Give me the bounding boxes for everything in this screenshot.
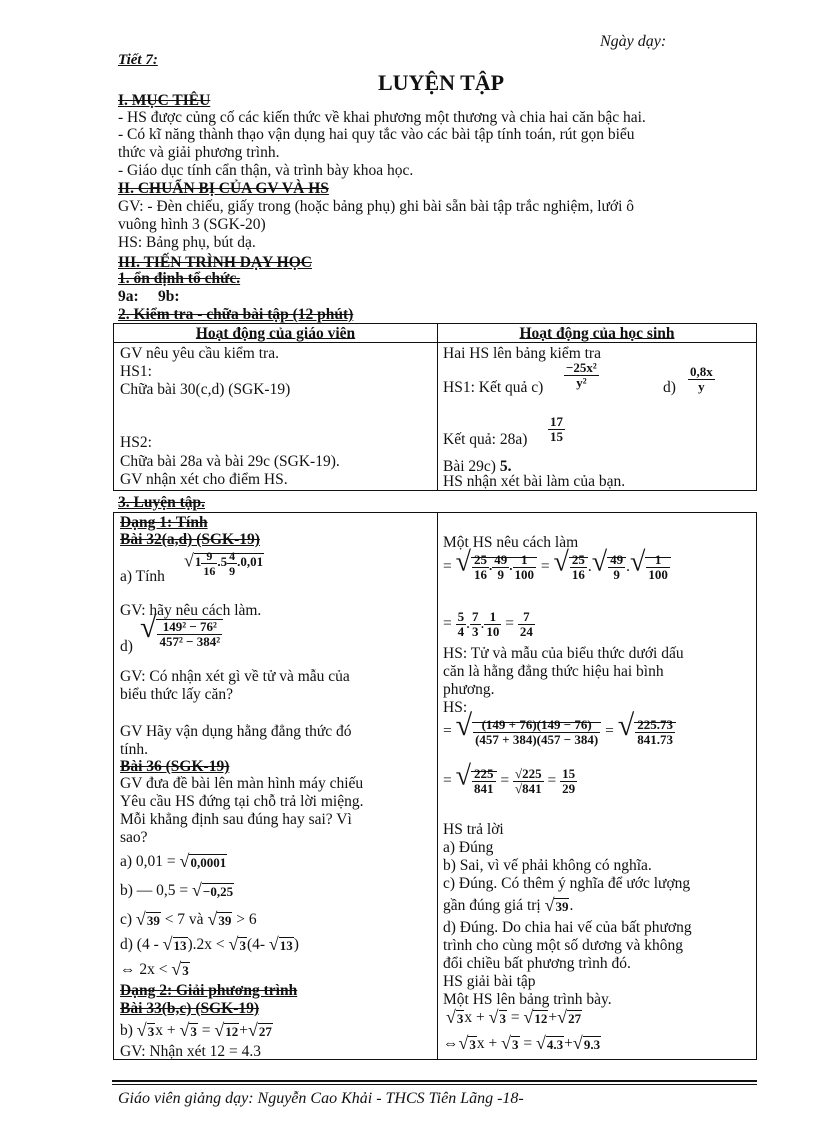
claim-c: c) √39 < 7 và √39 > 6 [120, 909, 257, 930]
student-line: Hai HS lên bảng kiểm tra [443, 345, 601, 362]
practice-table [113, 512, 757, 1060]
solution-step-3: = √ $\frac{(149 + 76)(149 - 76)}{(457 + 384)(457 - 384)}$ = √ $\frac{225.73}{841.73}$ [443, 717, 676, 747]
exercise-32-heading: Bài 32(a,d) (SGK-19) [120, 531, 260, 548]
teacher-line: GV nhận xét cho điểm HS. [120, 471, 288, 488]
subsection-2: 2. Kiểm tra - chữa bài tập (12 phút) [118, 306, 354, 323]
objective-line-2: - Có kĩ năng thành thạo vận dụng hai quy tắc vào các bài tập tính toán, rút gọn biểu [118, 126, 635, 143]
student-line: căn là hằng đẳng thức hiệu hai bình [443, 663, 664, 680]
teacher-cell-1 [114, 343, 438, 491]
student-line: phương. [443, 681, 495, 698]
student-line: Bài 29c) 5. [443, 458, 512, 475]
teacher-line: Chữa bài 28a và bài 29c (SGK-19). [120, 453, 340, 470]
subsection-3: 3. Luyện tập. [118, 494, 205, 511]
teacher-line: biểu thức lấy căn? [120, 686, 233, 703]
student-practice-cell [438, 513, 757, 1060]
date-label: Ngày dạy: [600, 33, 667, 50]
check-table [113, 323, 757, 491]
claim-a: a) 0,01 = √0,0001 [120, 851, 227, 872]
student-line: HS1: Kết quả c) [443, 379, 544, 396]
solution-step-4: = √ $\frac{225}{841}$ = $\frac{√225}{√841}$ = $\frac{15}{29}$ [443, 760, 576, 796]
student-line: trình cho cùng một số dương và không [443, 937, 684, 954]
student-line: HS: Tử và mẫu của biểu thức dưới dấu [443, 645, 684, 662]
col-header-student: Hoạt động của học sinh [438, 324, 757, 343]
section-3-heading: III. TIẾN TRÌNH DẠY HỌC [118, 254, 312, 271]
solution-equation-2: ⇔√3x + √3 = √4.3+√9.3 [443, 1033, 601, 1054]
student-line: HS: [443, 699, 468, 716]
teacher-line: GV: hãy nêu cách làm. [120, 602, 262, 619]
fraction-result-28a: $\frac{17}{15}$ [550, 414, 563, 444]
type-2-heading: Dạng 2: Giải phương trình [120, 982, 298, 999]
sqrt-expression-a: √1 $\frac{9}{16}$ .5 $\frac{4}{9}$ .0,01 [184, 549, 264, 578]
footer-rule-thin [112, 1084, 757, 1085]
teacher-line: sao? [120, 829, 148, 846]
objective-line-4: - Giáo dục tính cẩn thận, và trình bày khoa học. [118, 162, 414, 179]
teacher-line: HS1: [120, 363, 152, 380]
teacher-line: GV nêu yêu cầu kiểm tra. [120, 345, 279, 362]
student-line: HS giải bài tập [443, 973, 536, 990]
student-line: HS trả lời [443, 821, 504, 838]
subsection-1: 1. ổn định tổ chức. [118, 270, 241, 287]
sqrt-expression-d: √ $\frac{\text{149² − 76²}}{\text{457² − 384²}}$ [140, 619, 223, 649]
class-list: 9a: 9b: [118, 288, 180, 305]
teacher-line: Chữa bài 30(c,d) (SGK-19) [120, 381, 291, 398]
student-line: d) Đúng. Do chia hai vế của bất phương [443, 919, 692, 936]
claim-d-equivalent: ⇔ 2x < √3 [120, 959, 189, 980]
student-line: Một HS nêu cách làm [443, 534, 579, 551]
student-line: HS nhận xét bài làm của bạn. [443, 473, 626, 490]
teacher-line: Mỗi khẳng định sau đúng hay sai? Vì [120, 811, 352, 828]
claim-d: d) (4 - √13).2x < √3(4- √13) [120, 934, 299, 955]
prep-line-1: GV: - Đèn chiếu, giấy trong (hoặc bảng phụ) ghi bài sẵn bài tập trắc nghiệm, lưới ô [118, 198, 635, 215]
footer-text: Giáo viên giảng dạy: Nguyễn Cao Khải - THCS Tiên Lãng -18- [118, 1090, 524, 1107]
col-header-teacher: Hoạt động của giáo viên [114, 324, 438, 343]
solution-equation-1: √3x + √3 = √12+√27 [446, 1007, 582, 1028]
teacher-line: Yêu cầu HS đứng tại chỗ trả lời miệng. [120, 793, 364, 810]
page-title: LUYỆN TẬP [378, 70, 505, 95]
exercise-33-heading: Bài 33(b,c) (SGK-19) [120, 1000, 260, 1017]
equation-b: b) √3x + √3 = √12+√27 [120, 1020, 272, 1041]
teacher-line: GV: Có nhận xét gì về tử và mẫu của [120, 668, 350, 685]
section-1-heading: I. MỤC TIÊU [118, 92, 211, 109]
student-line: đổi chiều bất phương trình đó. [443, 955, 631, 972]
prep-line-2: vuông hình 3 (SGK-20) [118, 216, 266, 233]
solution-step-2: = $\frac{5}{4}$ . $\frac{7}{3}$ . $\frac{1}{10}$ = $\frac{7}{24}$ [443, 609, 533, 639]
teacher-practice-cell [114, 513, 438, 1060]
fraction-result-d: $\frac{0,8x}{y}$ [690, 364, 713, 394]
claim-b: b) — 0,5 = √−0,25 [120, 880, 234, 901]
fraction-result-c: $\frac{\text{−25x²}}{\text{y²}}$ [566, 360, 597, 390]
teacher-line: tính. [120, 741, 148, 758]
part-d-label: d) [120, 638, 133, 655]
footer-rule-thick [112, 1080, 757, 1082]
objective-line-3: thức và giải phương trình. [118, 144, 280, 161]
student-line: gần đúng giá trị √39. [443, 895, 574, 916]
prep-line-3: HS: Bảng phụ, bút dạ. [118, 234, 256, 251]
type-1-heading: Dạng 1: Tính [120, 514, 208, 531]
objective-line-1: - HS được củng cố các kiến thức về khai phương một thương và chia hai căn bậc hai. [118, 109, 646, 126]
exercise-36-heading: Bài 36 (SGK-19) [120, 758, 230, 775]
teacher-line: HS2: [120, 434, 152, 451]
student-line: b) Sai, vì vế phải không có nghĩa. [443, 857, 652, 874]
teacher-line: GV Hãy vận dụng hằng đẳng thức đó [120, 723, 352, 740]
student-cell-1 [438, 343, 757, 491]
section-2-heading: II. CHUẨN BỊ CỦA GV VÀ HS [118, 180, 329, 197]
teacher-line: GV: Nhận xét 12 = 4.3 [120, 1043, 262, 1060]
student-line: Kết quả: 28a) [443, 431, 528, 448]
student-line: Một HS lên bảng trình bày. [443, 991, 612, 1008]
student-line: d) [663, 379, 676, 396]
student-line: c) Đúng. Có thêm ý nghĩa để ước lượng [443, 875, 691, 892]
solution-step-1: = √ $\frac{25}{16}$ . $\frac{49}{9}$ . $\frac{1}{100}$ = √ $\frac{25}{16}$ .√ $\frac{49}{9}$ .√ $\frac{1}{100}$ [443, 553, 671, 582]
part-a-label: a) Tính [120, 568, 165, 585]
teacher-line: GV đưa đề bài lên màn hình máy chiếu [120, 775, 364, 792]
lesson-number: Tiết 7: [118, 52, 158, 68]
student-line: a) Đúng [443, 839, 494, 856]
